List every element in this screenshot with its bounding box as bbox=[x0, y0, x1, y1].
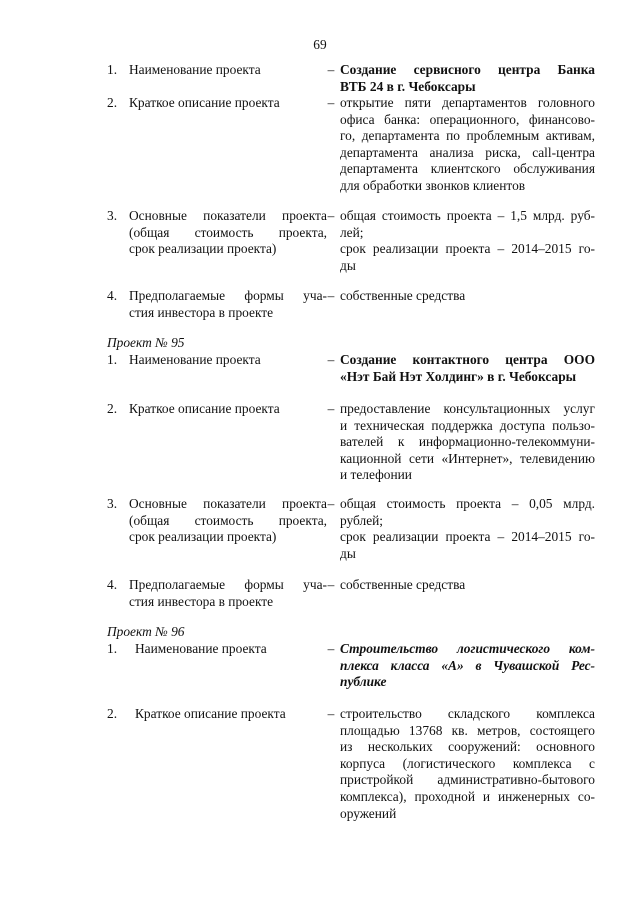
row-label: Краткое описание проекта bbox=[135, 706, 286, 721]
row-label: Основные показатели проекта (общая стоимость проекта, срок реализации проекта) bbox=[129, 496, 327, 545]
row-label: Наименование проекта bbox=[129, 352, 261, 367]
row-label: Краткое описание проекта bbox=[129, 401, 280, 416]
project-heading: Проект № 95 bbox=[107, 335, 185, 350]
row-value: общая стоимость проекта – 1,5 млрд. руб- лей; срок реализации проекта – 2014–2015 го- ды bbox=[340, 208, 595, 273]
row-value: Создание контактного центра ООО «Нэт Бай Нэт Холдинг» в г. Чебоксары bbox=[340, 352, 595, 384]
row-dash: – bbox=[327, 401, 335, 416]
row-value: общая стоимость проекта – 0,05 млрд. рублей; срок реализации проекта – 2014–2015 го- ды bbox=[340, 496, 595, 561]
row-number: 1. bbox=[107, 641, 118, 656]
row-dash: – bbox=[327, 288, 335, 303]
row-value: предоставление консультационных услуг и техническая поддержка доступа пользо- вателей к информационно-телекоммуни- кационной сети «Интернет», телевидению и телефонии bbox=[340, 401, 595, 483]
row-value: собственные средства bbox=[340, 577, 466, 592]
row-dash: – bbox=[327, 706, 335, 721]
row-dash: – bbox=[327, 208, 335, 223]
row-value: Создание сервисного центра Банка ВТБ 24 в г. Чебоксары bbox=[340, 62, 595, 94]
row-number: 2. bbox=[107, 706, 118, 721]
row-label: Краткое описание проекта bbox=[129, 95, 280, 110]
row-number: 3. bbox=[107, 496, 118, 511]
row-number: 3. bbox=[107, 208, 118, 223]
row-label: Предполагаемые формы уча- стия инвестора в проекте bbox=[129, 577, 327, 609]
project-heading: Проект № 96 bbox=[107, 624, 185, 639]
row-dash: – bbox=[327, 62, 335, 77]
row-dash: – bbox=[327, 496, 335, 511]
row-number: 4. bbox=[107, 577, 118, 592]
row-value: собственные средства bbox=[340, 288, 466, 303]
row-number: 4. bbox=[107, 288, 118, 303]
row-value: открытие пяти департаментов головного офиса банка: операционного, финансово- го, департамента по проблемным активам, департамента анализа риска, call-центра департамента клиентского обслуживания для обработки звонков клиентов bbox=[340, 95, 595, 193]
row-number: 2. bbox=[107, 401, 118, 416]
row-label: Основные показатели проекта (общая стоимость проекта, срок реализации проекта) bbox=[129, 208, 327, 257]
row-label: Наименование проекта bbox=[135, 641, 267, 656]
row-dash: – bbox=[327, 95, 335, 110]
row-number: 1. bbox=[107, 62, 118, 77]
row-label: Наименование проекта bbox=[129, 62, 261, 77]
row-value: Строительство логистического ком- плекса класса «А» в Чувашской Рес- публике bbox=[340, 641, 595, 690]
page-number: 69 bbox=[313, 37, 327, 52]
row-dash: – bbox=[327, 577, 335, 592]
row-dash: – bbox=[327, 352, 335, 367]
row-dash: – bbox=[327, 641, 335, 656]
row-number: 1. bbox=[107, 352, 118, 367]
row-label: Предполагаемые формы уча- стия инвестора в проекте bbox=[129, 288, 327, 320]
row-number: 2. bbox=[107, 95, 118, 110]
row-value: строительство складского комплекса площадью 13768 кв. метров, состоящего из нескольких сооружений: основного корпуса (логистического комплекса с пристройкой административно-бытового комплекса), проходной и инженерных со- оружений bbox=[340, 706, 595, 821]
